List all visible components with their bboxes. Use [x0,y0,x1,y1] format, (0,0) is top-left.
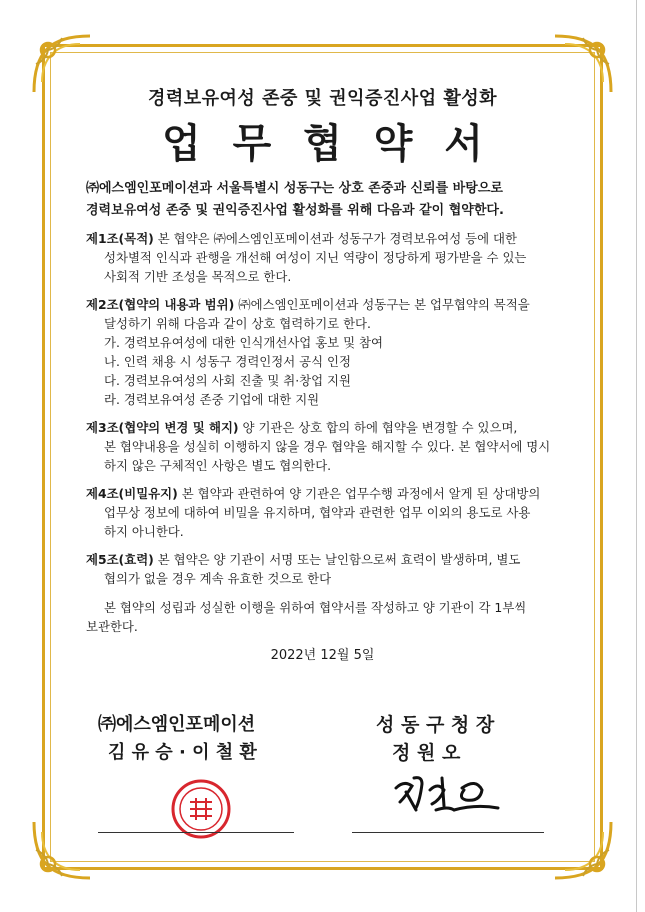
article-heading: 제2조(협약의 내용과 범위) [86,297,235,312]
article-text: ㈜에스엠인포메이션과 성동구는 본 업무협약의 목적을 [234,297,530,312]
article-4 [86,486,540,502]
signature-line-left [98,832,294,833]
article-text: 양 기관은 상호 합의 하에 협약을 변경할 수 있으며, [238,420,518,435]
article-line: 사회적 기반 조성을 목적으로 한다. [104,269,292,284]
left-signatory-org: ㈜에스엠인포메이션 [98,714,256,735]
handwritten-signature-icon [392,770,502,820]
article-line: 본 협약내용을 성실히 이행하지 않을 경우 협약을 해지할 수 있다. 본 협약서에 명시 [104,439,551,454]
list-item: 나. 인력 채용 시 성동구 경력인정서 공식 인정 [104,354,351,369]
article-text: 본 협약과 관련하여 양 기관은 업무수행 과정에서 알게 된 상대방의 [177,486,541,501]
article-line: 성차별적 인식과 관행을 개선해 여성이 지닌 역량이 정당하게 평가받을 수 있는 [104,250,527,265]
article-heading: 제3조(협약의 변경 및 해지) [86,420,239,435]
article-2 [86,297,530,313]
intro-line-1: ㈜에스엠인포메이션과 서울특별시 성동구는 상호 존중과 신뢰를 바탕으로 [86,181,503,196]
article-line: 협의가 없을 경우 계속 유효한 것으로 한다 [104,571,332,586]
corner-ornament-bottom-left-icon [30,818,94,882]
list-item: 라. 경력보유여성 존중 기업에 대한 지원 [104,392,320,407]
article-3 [86,420,517,436]
article-line: 업무상 정보에 대하여 비밀을 유지하며, 협약과 관련한 업무 이외의 용도로 사용 [104,505,531,520]
article-text: 본 협약은 양 기관이 서명 또는 날인함으로써 효력이 발생하며, 별도 [153,552,521,567]
article-5 [86,552,520,568]
article-line: 하지 아니한다. [104,524,184,539]
article-1 [86,231,517,247]
article-heading: 제4조(비밀유지) [86,486,178,501]
article-text: 본 협약은 ㈜에스엠인포메이션과 성동구가 경력보유여성 등에 대한 [153,231,517,246]
intro-line-2: 경력보유여성 존중 및 권익증진사업 활성화를 위해 다음과 같이 협약한다. [86,203,504,218]
closing-line-2: 보관한다. [86,619,138,634]
document-subtitle: 경력보유여성 존중 및 권익증진사업 활성화 [147,88,498,109]
signature-line-right [352,832,544,833]
right-signatory-org: 성 동 구 청 장 [376,714,495,736]
corner-ornament-bottom-right-icon [551,818,615,882]
document-title: 업 무 협 약 서 [162,121,483,167]
list-item: 다. 경력보유여성의 사회 진출 및 취·창업 지원 [104,373,351,388]
left-signatory-names: 김 유 승 · 이 철 환 [108,742,257,763]
article-heading: 제1조(목적) [86,231,154,246]
closing-line-1: 본 협약의 성립과 성실한 이행을 위하여 협약서를 작성하고 양 기관이 각 1부씩 [104,600,527,615]
official-seal-icon [170,778,232,840]
article-line: 하지 않은 구체적인 사항은 별도 협의한다. [104,458,332,473]
article-heading: 제5조(효력) [86,552,154,567]
article-line: 달성하기 위해 다음과 같이 상호 협력하기로 한다. [104,316,371,331]
list-item: 가. 경력보유여성에 대한 인식개선사업 홍보 및 참여 [104,335,383,350]
right-signatory-name: 정 원 오 [392,742,461,764]
agreement-date: 2022년 12월 5일 [270,648,375,663]
